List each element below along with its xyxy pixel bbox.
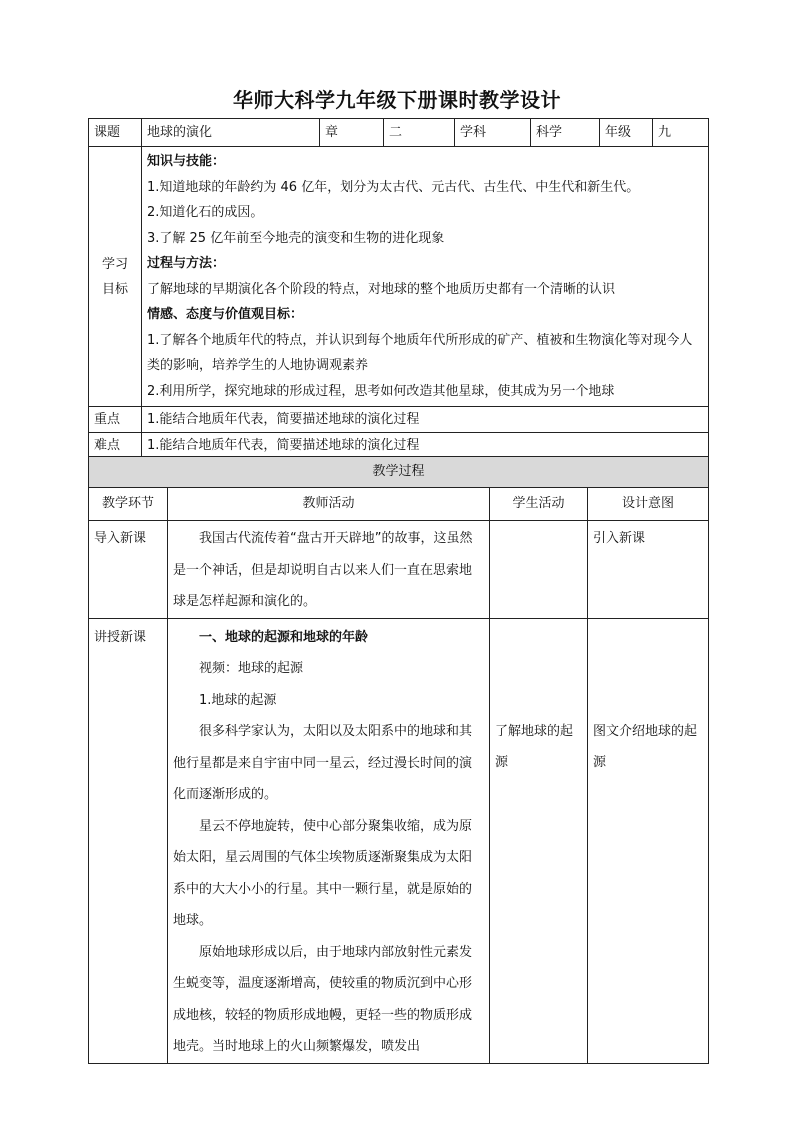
goal-line: 2.利用所学，探究地球的形成过程，思考如何改造其他星球，使其成为另一个地球	[147, 383, 615, 399]
subject-label: 学科	[455, 119, 531, 147]
student-activity-text: 了解地球的起源	[495, 723, 574, 770]
process-column-headers	[89, 488, 709, 521]
learning-goals-label-line2: 目标	[101, 281, 128, 297]
table-row	[89, 521, 709, 619]
lesson-info-table	[88, 118, 709, 459]
goal-line: 过程与方法：	[147, 256, 226, 271]
learning-goals-row	[89, 147, 709, 407]
section-heading: 一、地球的起源和地球的年龄	[199, 629, 369, 645]
goal-line: 了解地球的早期演化各个阶段的特点，对地球的整个地质历史都有一个清晰的认识	[147, 281, 616, 297]
key-point-text: 1.能结合地质年代表，简要描述地球的演化过程	[142, 407, 709, 433]
difficult-point-text: 1.能结合地质年代表，简要描述地球的演化过程	[142, 433, 709, 459]
subject-value: 科学	[531, 119, 600, 147]
difficult-point-row	[89, 433, 709, 459]
video-note: 视频：地球的起源	[199, 661, 304, 676]
stage-intro: 导入新课	[89, 521, 168, 619]
goal-line: 1.知道地球的年龄约为 46 亿年，划分为太古代、元古代、古生代、中生代和新生代。	[147, 179, 640, 195]
design-intent-lecture	[588, 618, 709, 1063]
key-point-row	[89, 407, 709, 433]
learning-goals-content	[142, 147, 709, 407]
design-intent-text: 图文介绍地球的起源	[593, 723, 698, 770]
goal-line: 1.了解各个地质年代的特点，并认识到每个地质年代所形成的矿产、植被和生物演化等对现今人类的影响，培养学生的人地协调观素养	[147, 332, 693, 373]
grade-label: 年级	[600, 119, 653, 147]
goal-line: 情感、态度与价值观目标：	[147, 307, 304, 322]
teacher-paragraph: 星云不停地旋转，使中心部分聚集收缩，成为原始太阳，星云周围的气体尘埃物质逐渐聚集成为太阳系中的大大小小的行星。其中一颗行星，就是原始的地球。	[173, 818, 473, 928]
process-title: 教学过程	[89, 457, 709, 488]
sub-heading: 1.地球的起源	[199, 692, 277, 708]
topic-value: 地球的演化	[142, 119, 320, 147]
chapter-value: 二	[384, 119, 455, 147]
goal-line: 知识与技能：	[147, 154, 226, 169]
table-row	[89, 618, 709, 1063]
column-header-stage: 教学环节	[89, 488, 168, 521]
column-header-student: 学生活动	[490, 488, 588, 521]
difficult-point-label: 难点	[89, 433, 142, 459]
topic-label: 课题	[89, 119, 142, 147]
teaching-process-table	[88, 456, 709, 1064]
teacher-paragraph: 原始地球形成以后，由于地球内部放射性元素发生蜕变等，温度逐渐增高，使较重的物质沉到中心形成地核，较轻的物质形成地幔，更轻一些的物质形成地壳。当时地球上的火山频繁爆发，喷发出	[173, 944, 473, 1054]
teacher-activity-lecture	[168, 618, 490, 1063]
key-point-label: 重点	[89, 407, 142, 433]
learning-goals-label	[89, 147, 142, 407]
page-title: 华师大科学九年级下册课时教学设计	[233, 88, 561, 112]
student-activity-lecture	[490, 618, 588, 1063]
stage-lecture: 讲授新课	[89, 618, 168, 1063]
chapter-label: 章	[320, 119, 384, 147]
grade-value: 九	[653, 119, 709, 147]
column-header-teacher: 教师活动	[168, 488, 490, 521]
learning-goals-label-line1: 学习	[101, 256, 128, 272]
student-activity-intro	[490, 521, 588, 619]
header-row	[89, 119, 709, 147]
column-header-intent: 设计意图	[588, 488, 709, 521]
teacher-paragraph: 很多科学家认为，太阳以及太阳系中的地球和其他行星都是来自宇宙中同一星云，经过漫长时间的演化而逐渐形成的。	[173, 724, 473, 802]
teacher-activity-intro	[168, 521, 490, 619]
design-intent-intro: 引入新课	[588, 521, 709, 619]
goal-line: 3.了解 25 亿年前至今地壳的演变和生物的进化现象	[147, 230, 445, 246]
goal-line: 2.知道化石的成因。	[147, 205, 264, 220]
teacher-paragraph: 我国古代流传着“盘古开天辟地”的故事，这虽然是一个神话，但是却说明自古以来人们一直在思索地球是怎样起源和演化的。	[173, 531, 473, 609]
process-title-row	[89, 457, 709, 488]
